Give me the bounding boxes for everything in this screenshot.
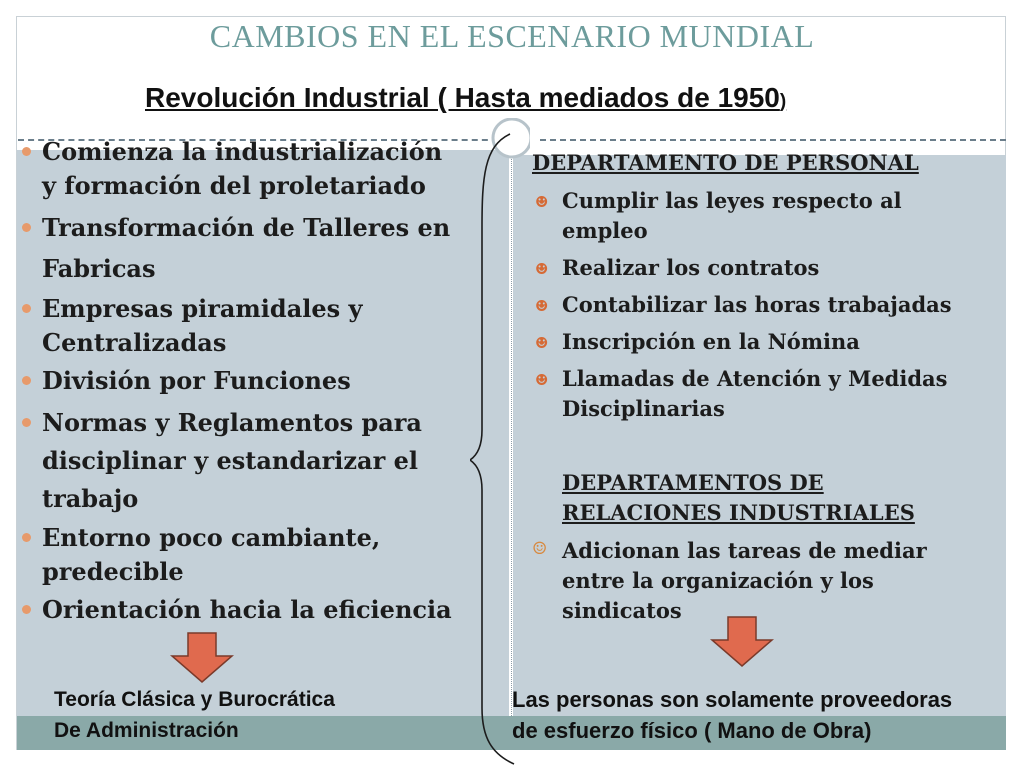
- orange-dot-icon: [22, 376, 31, 385]
- list-item: ☻ Cumplir las leyes respecto al empleo: [535, 188, 902, 243]
- smiley-icon: ☻: [535, 193, 549, 211]
- right-bullet-list: [535, 186, 1005, 431]
- list-item: Empresas piramidales y Centralizadas: [22, 292, 502, 360]
- list-item: ☻ Contabilizar las horas trabajadas: [535, 290, 1005, 320]
- orange-dot-icon: [22, 223, 31, 232]
- smiley-icon: ☻: [535, 260, 549, 278]
- list-item: Orientación hacia la eficiencia: [22, 593, 502, 627]
- smiley-outline-icon: ☺: [532, 539, 548, 559]
- list-item: Comienza la industrialización y formación del proletariado: [22, 135, 502, 203]
- industrial-relations-item: Adicionan las tareas de mediar entre la organización y los sindicatos: [562, 538, 927, 623]
- list-item: ☻ Realizar los contratos: [535, 253, 1005, 283]
- list-item: Normas y Reglamentos para disciplinar y estandarizar el trabajo: [22, 404, 502, 518]
- heading-personal-department: DEPARTAMENTO DE PERSONAL: [532, 150, 919, 175]
- orange-dot-icon: [22, 304, 31, 313]
- list-item: Entorno poco cambiante, predecible: [22, 521, 502, 589]
- slide-subtitle: [145, 82, 786, 114]
- smiley-icon: ☻: [535, 297, 549, 315]
- orange-dot-icon: [22, 533, 31, 542]
- right-conclusion: Las personas son solamente proveedoras de esfuerzo físico ( Mano de Obra): [512, 687, 953, 743]
- orange-dot-icon: [22, 418, 31, 427]
- list-item: ☻ Inscripción en la Nómina: [535, 327, 1005, 357]
- subtitle-main: Revolución Industrial ( Hasta mediados de 1950: [145, 82, 780, 113]
- dashed-divider-right: [540, 139, 1006, 141]
- list-item: ☻ Llamadas de Atención y Medidas Disciplinarias: [535, 366, 948, 421]
- orange-dot-icon: [22, 147, 31, 156]
- smiley-icon: ☻: [535, 334, 549, 352]
- heading-industrial-relations: DEPARTAMENTOS DE RELACIONES INDUSTRIALES: [562, 470, 915, 525]
- list-item: División por Funciones: [22, 364, 502, 398]
- down-arrow-icon: [170, 632, 234, 684]
- slide-title: CAMBIOS EN EL ESCENARIO MUNDIAL: [209, 18, 815, 54]
- subtitle-close: ): [779, 91, 787, 112]
- down-arrow-icon: [710, 616, 774, 668]
- left-conclusion: Teoría Clásica y Burocrática De Administración: [54, 688, 335, 742]
- left-bullet-list: [22, 135, 502, 627]
- smiley-icon: ☻: [535, 371, 549, 389]
- orange-dot-icon: [22, 605, 31, 614]
- list-item: Transformación de Talleres en Fabricas: [22, 207, 502, 289]
